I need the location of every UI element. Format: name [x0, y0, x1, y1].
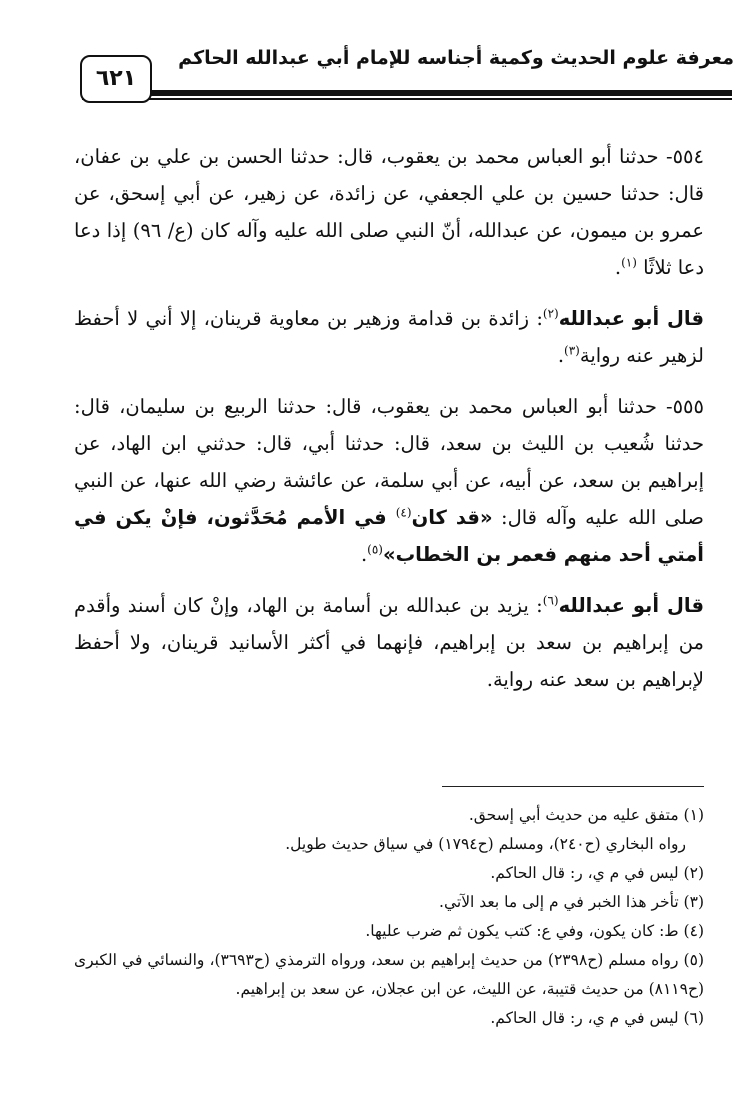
hadith-555-text: ٥٥٥- حدثنا أبو العباس محمد بن يعقوب، قال: حدثنا الربيع بن سليمان، قال: حدثنا شُعيب بن الليث بن سعد، قال: حدثنا أبي، قال: حدثني ابن الهاد، عن إبراهيم بن سعد، عن أبيه، عن أبي سلمة، عن عائشة رضي الله عنها، عن النبي صلى الله عليه وآله قال: [74, 395, 704, 529]
footnote-ref-1[interactable]: (١) [621, 255, 637, 270]
footnote-4: (٤) ط: كان يكون، وفي ع: كتب يكون ثم ضرب عليها. [365, 922, 704, 940]
hadith-555-end: . [360, 543, 368, 566]
main-text [74, 138, 704, 712]
header-rule-thick [82, 90, 732, 96]
footnote-ref-6[interactable]: (٦) [542, 593, 559, 608]
hadith-555 [74, 388, 704, 573]
footnote-1-continued: رواه البخاري (ح٢٤٠)، ومسلم (ح١٧٩٤) في سياق حديث طويل. [285, 835, 686, 853]
footnotes [74, 801, 704, 1033]
comment-2-lead: قال أبو عبدالله [558, 594, 704, 617]
footnote-ref-5[interactable]: (٥) [367, 542, 383, 557]
comment-1-lead: قال أبو عبدالله [558, 307, 705, 330]
footnote-6: (٦) ليس في م ي، ر: قال الحاكم. [490, 1009, 704, 1027]
comment-2-text: : يزيد بن عبدالله بن أسامة بن الهاد، وإنْ كان أسند وأقدم من إبراهيم بن سعد بن إبراهيم، فإنهما في أكثر الأسانيد قرينان، ولا أحفظ لإبراهيم بن سعد عنه رواية. [74, 594, 704, 691]
comment-2 [74, 587, 704, 698]
hadith-555-quote-rest: في الأمم مُحَدَّثون، فإنْ يكن في أمتي أحد منهم فعمر بن الخطاب» [74, 506, 704, 566]
page-number: ٦٢١ [80, 55, 152, 103]
footnote-3: (٣) تأخر هذا الخبر في م إلى ما بعد الآتي. [439, 893, 704, 911]
footnote-ref-4[interactable]: (٤) [395, 505, 412, 520]
footnote-1: (١) متفق عليه من حديث أبي إسحق. [468, 806, 704, 824]
footnote-separator [442, 786, 704, 787]
hadith-554 [74, 138, 704, 286]
comment-1-end: . [557, 344, 565, 367]
footnote-2: (٢) ليس في م ي، ر: قال الحاكم. [490, 864, 704, 882]
footnote-5: (٥) رواه مسلم (ح٢٣٩٨) من حديث إبراهيم بن سعد، ورواه الترمذي (ح٣٦٩٣)، والنسائي في الكبرى (ح٨١١٩) من حديث قتيبة، عن الليث، عن ابن عجلان، عن سعد بن إبراهيم. [74, 951, 704, 998]
running-header-title: معرفة علوم الحديث وكمية أجناسه للإمام أبي عبدالله الحاكم [178, 47, 734, 69]
footnote-ref-2[interactable]: (٢) [542, 306, 559, 321]
footnote-ref-3[interactable]: (٣) [564, 343, 580, 358]
header-rule-thin [82, 98, 732, 100]
hadith-554-end: . [614, 256, 622, 279]
hadith-555-quote-start: «قد كان [411, 506, 493, 529]
comment-1-text: : زائدة بن قدامة وزهير بن معاوية قرينان، إلا أني لا أحفظ لزهير عنه رواية [74, 307, 704, 367]
comment-1 [74, 300, 704, 374]
hadith-554-text: ٥٥٤- حدثنا أبو العباس محمد بن يعقوب، قال: حدثنا الحسن بن علي بن عفان، قال: حدثنا حسين بن علي الجعفي، عن زائدة، عن زهير، عن أبي إسحق، عن عمرو بن ميمون، عن عبدالله، أنّ النبي صلى الله عليه وآله كان (ع/ ٩٦) إذا دعا دعا ثلاثًا [74, 145, 704, 279]
